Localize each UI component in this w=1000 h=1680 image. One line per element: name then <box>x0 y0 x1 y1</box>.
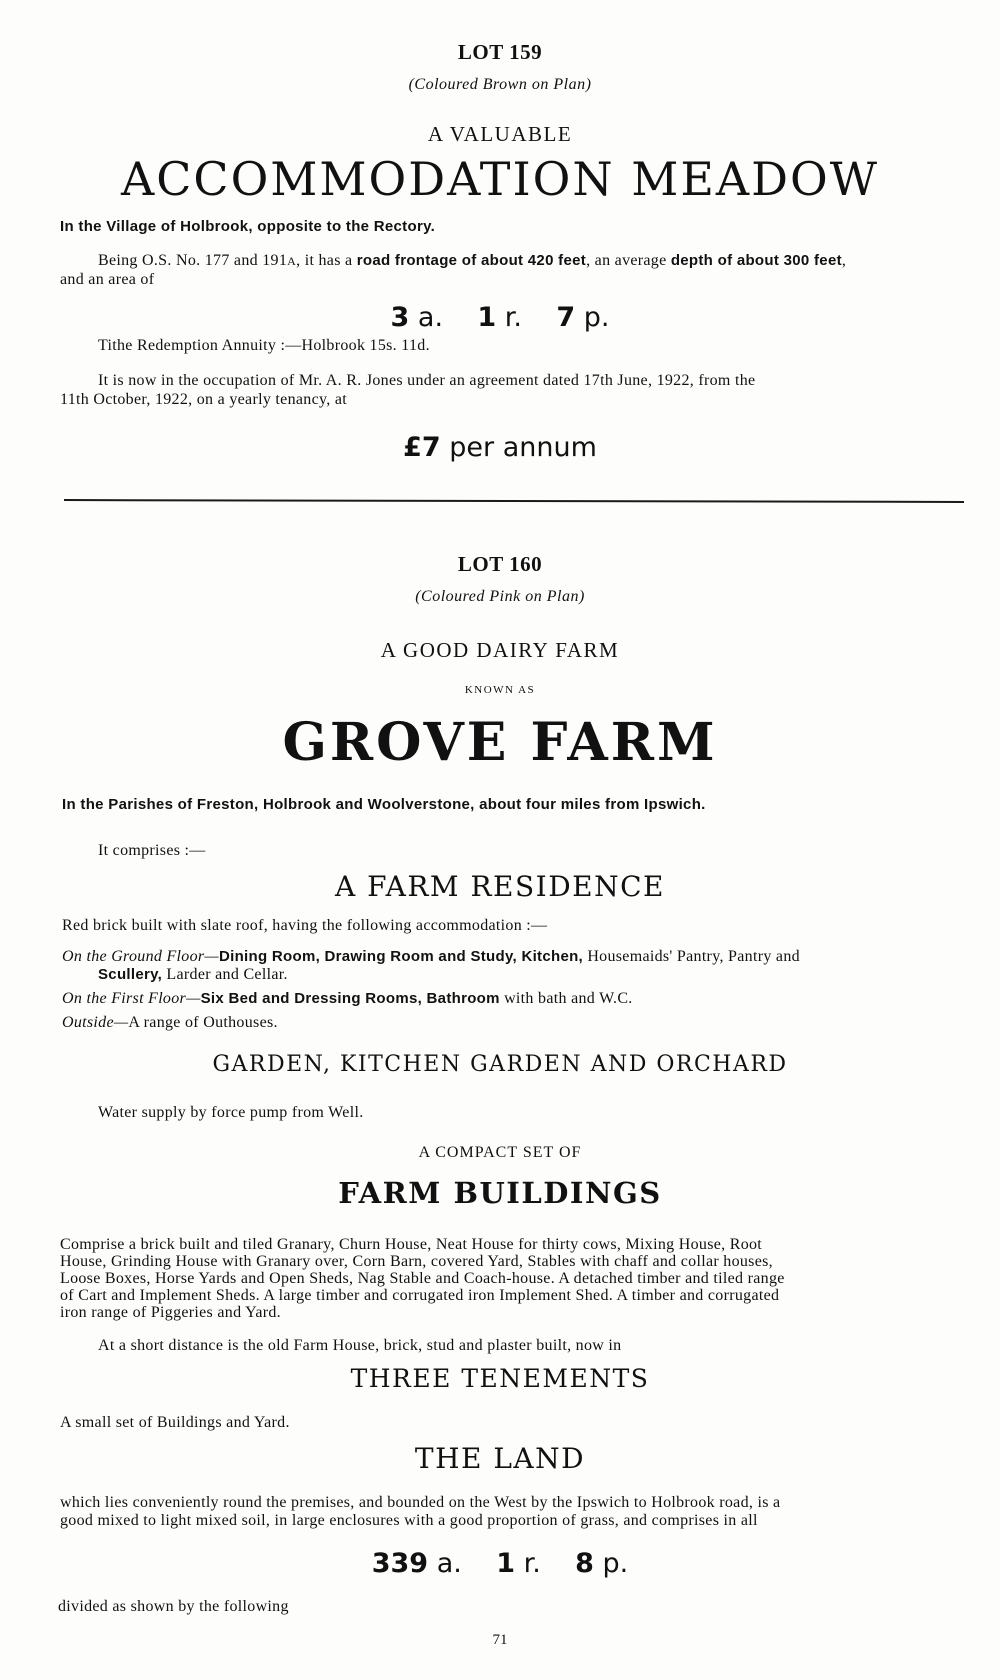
farm-buildings-title: FARM BUILDINGS <box>338 1176 662 1210</box>
lot-160-headline: GROVE FARM <box>282 712 718 773</box>
lot-159-tithe: Tithe Redemption Annuity :—Holbrook 15s. 11d. <box>98 337 430 354</box>
lot-159-plan-note: (Coloured Brown on Plan) <box>408 76 592 93</box>
buildings-kicker: A COMPACT SET OF <box>418 1144 582 1161</box>
garden-title: GARDEN, KITCHEN GARDEN AND ORCHARD <box>212 1052 788 1077</box>
lot-159-description-line2: and an area of <box>60 271 155 288</box>
farm-residence-intro: Red brick built with slate roof, having the following accommodation :— <box>62 917 548 934</box>
section-divider <box>64 499 964 503</box>
lot-159-title: LOT 159 <box>457 40 543 64</box>
lot-160-known-as: KNOWN AS <box>464 684 536 696</box>
lot-159-occupation-line2: 11th October, 1922, on a yearly tenancy, at <box>60 391 347 408</box>
lot-159-occupation-line1: It is now in the occupation of Mr. A. R. Jones under an agreement dated 17th June, 1922, from the <box>98 372 756 389</box>
page-number: 71 <box>492 1632 508 1648</box>
lot-160-kicker: A GOOD DAIRY FARM <box>380 638 620 662</box>
the-land-title: THE LAND <box>414 1442 586 1475</box>
lot-160-comprises: It comprises :— <box>98 842 206 859</box>
ground-floor-line2: Scullery, Larder and Cellar. <box>98 966 288 983</box>
lot-159-area: 3 a. 1 r. 7 p. <box>390 302 610 333</box>
divided-as-shown: divided as shown by the following <box>58 1598 289 1615</box>
tenements-text: A small set of Buildings and Yard. <box>60 1414 290 1431</box>
lot-160-title: LOT 160 <box>457 552 543 576</box>
old-farm-house: At a short distance is the old Farm House, brick, stud and plaster built, now in <box>98 1337 622 1354</box>
lot-159-headline: ACCOMMODATION MEADOW <box>120 152 880 206</box>
ground-floor-line1: On the Ground Floor—Dining Room, Drawing Room and Study, Kitchen, Housemaids' Pantry, Pantry and <box>62 948 800 965</box>
lot-159-location: In the Village of Holbrook, opposite to the Rectory. <box>60 218 436 235</box>
land-area: 339 a. 1 r. 8 p. <box>371 1548 629 1579</box>
farm-residence-title: A FARM RESIDENCE <box>334 870 665 903</box>
lot-160-location: In the Parishes of Freston, Holbrook and Woolverstone, about four miles from Ipswich. <box>62 796 706 813</box>
lot-159-kicker: A VALUABLE <box>427 122 573 146</box>
land-line1: which lies conveniently round the premises, and bounded on the West by the Ipswich to Holbrook road, is a <box>60 1494 781 1511</box>
tenements-title: THREE TENEMENTS <box>350 1364 650 1393</box>
land-line2: good mixed to light mixed soil, in large enclosures with a good proportion of grass, and comprises in all <box>60 1512 758 1529</box>
farm-buildings-description: Comprise a brick built and tiled Granary, Churn House, Neat House for thirty cows, Mixing House, Root House, Grinding House with Granary over, Corn Barn, covered Yard, Stables with chaff and collar houses, Loose Boxes, Horse Yards and Open Sheds, Nag Stable and Coach-house. A detached timber and tiled range of Cart and Implement Sheds. A large timber and corrugated iron Implement Shed. A timber and corrugated iron range of Piggeries and Yard. <box>60 1236 785 1321</box>
lot-159-rent: £7 per annum <box>403 432 597 463</box>
lot-159-description-line1: Being O.S. No. 177 and 191A, it has a road frontage of about 420 feet, an average depth of about 300 feet, <box>98 252 847 269</box>
lot-160-plan-note: (Coloured Pink on Plan) <box>415 588 585 605</box>
outside-line: Outside—A range of Outhouses. <box>62 1014 278 1031</box>
first-floor-line: On the First Floor—Six Bed and Dressing Rooms, Bathroom with bath and W.C. <box>62 990 633 1007</box>
water-supply: Water supply by force pump from Well. <box>98 1104 364 1121</box>
